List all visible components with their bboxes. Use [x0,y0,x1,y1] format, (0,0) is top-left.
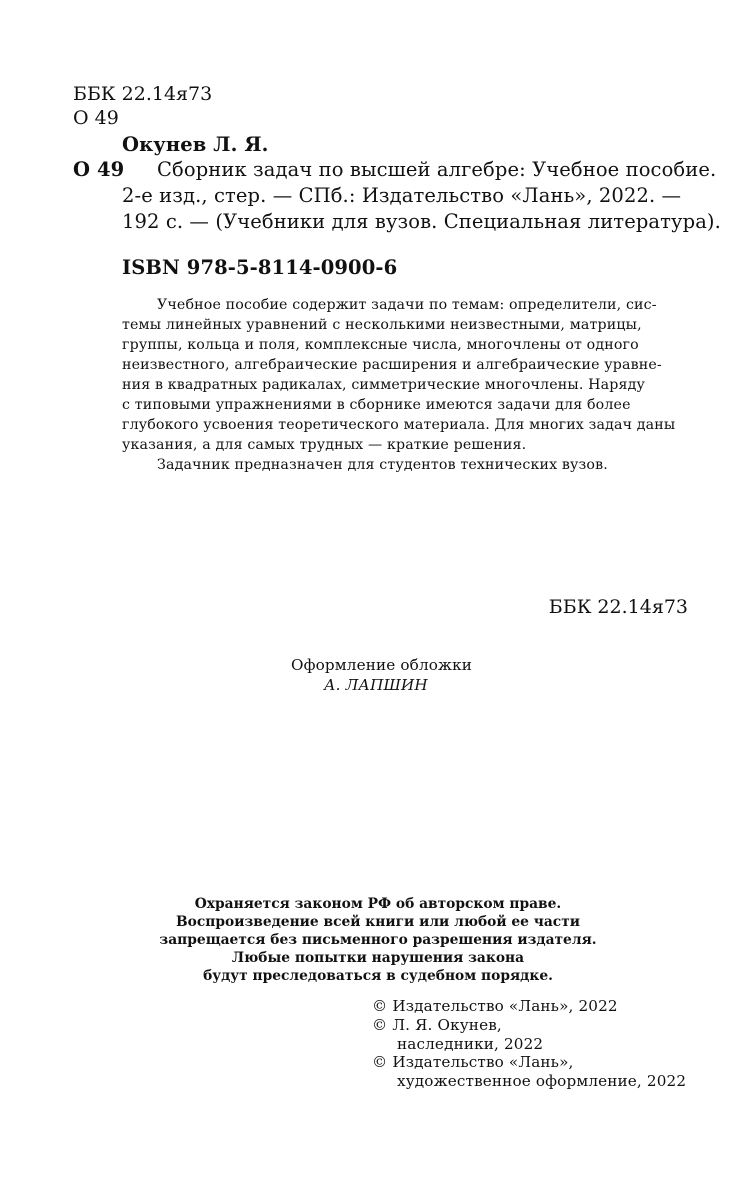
annotation-line: неизвестного, алгебраические расширения и алгебраические уравне- [122,357,662,373]
annotation-line: глубокого усвоения теоретического материала. Для многих задач даны [122,417,676,433]
entry-mark: О 49 [73,158,125,181]
copyright-line: © Издательство «Лань», 2022 [372,997,618,1015]
author-mark: О 49 [73,107,119,129]
cover-designer: А. ЛАПШИН [324,676,428,694]
entry-line-1: Сборник задач по высшей алгебре: Учебное пособие. [157,158,717,181]
entry-line-2: 2-е изд., стер. — СПб.: Издательство «Лань», 2022. — [122,184,682,207]
copyright-line: © Л. Я. Окунев, [372,1016,502,1034]
entry-line-3: 192 с. — (Учебники для вузов. Специальная литература). [122,210,721,233]
bbk-code: ББК 22.14я73 [73,83,213,105]
legal-line: Любые попытки нарушения закона [231,950,525,966]
annotation-line: указания, а для самых трудных — краткие решения. [122,437,527,453]
isbn: ISBN 978-5-8114-0900-6 [122,256,398,279]
bbk-bottom: ББК 22.14я73 [548,596,688,618]
legal-line: запрещается без письменного разрешения издателя. [159,932,597,948]
annotation-line: ния в квадратных радикалах, симметрические многочлены. Наряду [122,377,645,393]
annotation-line: Задачник предназначен для студентов технических вузов. [157,457,608,473]
annotation-line: Учебное пособие содержит задачи по темам: определители, сис- [157,297,657,313]
legal-line: Воспроизведение всей книги или любой ее части [176,914,580,930]
legal-line: Охраняется законом РФ об авторском праве. [194,896,562,912]
copyright-line: художественное оформление, 2022 [397,1072,687,1090]
annotation-line: темы линейных уравнений с несколькими неизвестными, матрицы, [122,317,642,333]
cover-label: Оформление обложки [291,656,473,674]
author-name: Окунев Л. Я. [122,133,269,156]
annotation-line: группы, кольца и поля, комплексные числа, многочлены от одного [122,337,639,353]
copyright-line: наследники, 2022 [397,1035,544,1053]
legal-line: будут преследоваться в судебном порядке. [203,968,553,984]
copyright-line: © Издательство «Лань», [372,1053,574,1071]
annotation-line: с типовыми упражнениями в сборнике имеются задачи для более [122,397,631,413]
